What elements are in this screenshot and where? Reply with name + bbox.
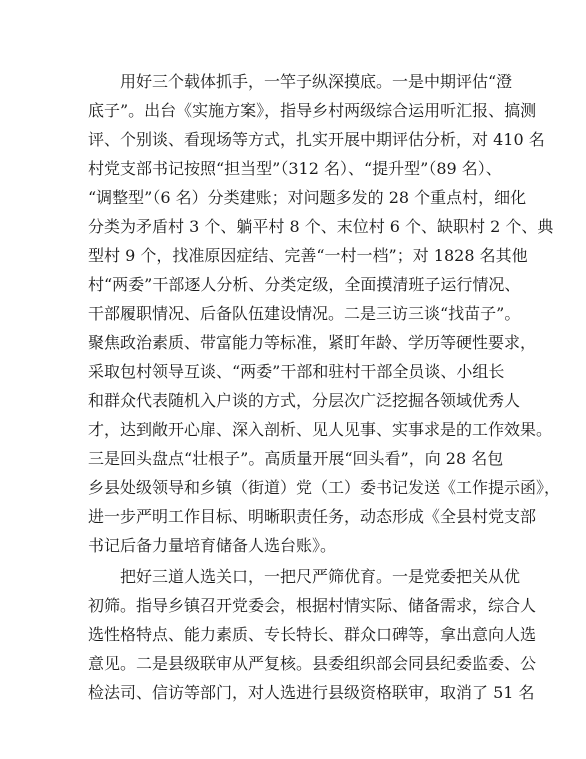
paragraph-1-line-2: 底子”。出台《实施方案》，指导乡村两级综合运用听汇报、搞测 bbox=[88, 101, 537, 120]
paragraph-1-line-4: 村党支部书记按照“担当型”（312 名）、“提升型”（89 名）、 bbox=[88, 159, 502, 178]
paragraph-2-line-5: 检法司、信访等部门，对人选进行县级资格联审，取消了 51 名 bbox=[88, 683, 535, 702]
paragraph-2-line-4: 意见。二是县级联审从严复核。县委组织部会同县纪委监委、公 bbox=[88, 654, 537, 673]
paragraph-1-line-10: 聚焦政治素质、带富能力等标准，紧盯年龄、学历等硬性要求， bbox=[88, 333, 537, 352]
paragraph-1-line-13: 才，达到敞开心扉、深入剖析、见人见事、实事求是的工作效果。 bbox=[88, 420, 553, 439]
paragraph-2-line-1: 把好三道人选关口，一把尺严筛优育。一是党委把关从优 bbox=[120, 567, 521, 586]
paragraph-1-line-11: 采取包村领导互谈、“两委”干部和驻村干部全员谈、小组长 bbox=[88, 362, 505, 381]
paragraph-1-line-17: 书记后备力量培育储备人选台账》。 bbox=[88, 536, 337, 555]
paragraph-1-line-12: 和群众代表随机入户谈的方式，分层次广泛挖掘各领域优秀人 bbox=[88, 391, 521, 410]
paragraph-1-line-16: 进一步严明工作目标、明晰职责任务，动态形成《全县村党支部 bbox=[88, 507, 537, 526]
paragraph-2-line-3: 选性格特点、能力素质、专长特长、群众口碑等，拿出意向人选 bbox=[88, 625, 537, 644]
paragraph-1-line-9: 干部履职情况、后备队伍建设情况。二是三访三谈“找苗子”。 bbox=[88, 304, 521, 323]
paragraph-1-line-7: 型村 9 个，找准原因症结、完善“一村一档”；对 1828 名其他 bbox=[88, 246, 528, 265]
paragraph-1-line-8: 村“两委”干部逐人分析、分类定级，全面摸清班子运行情况、 bbox=[88, 275, 521, 294]
paragraph-1-line-15: 乡县处级领导和乡镇（街道）党（工）委书记发送《工作提示函》， bbox=[88, 478, 561, 497]
paragraph-1-line-5: “调整型”（6 名）分类建账；对问题多发的 28 个重点村，细化 bbox=[88, 188, 527, 207]
paragraph-1-line-1: 用好三个载体抓手，一竿子纵深摸底。一是中期评估“澄 bbox=[120, 72, 513, 91]
paragraph-2-line-2: 初筛。指导乡镇召开党委会，根据村情实际、储备需求，综合人 bbox=[88, 596, 537, 615]
paragraph-1-line-6: 分类为矛盾村 3 个、躺平村 8 个、末位村 6 个、缺职村 2 个、典 bbox=[88, 217, 554, 236]
paragraph-1-line-14: 三是回头盘点“壮根子”。高质量开展“回头看”，向 28 名包 bbox=[88, 449, 504, 468]
paragraph-1-line-3: 评、个别谈、看现场等方式，扎实开展中期评估分析，对 410 名 bbox=[88, 130, 545, 149]
